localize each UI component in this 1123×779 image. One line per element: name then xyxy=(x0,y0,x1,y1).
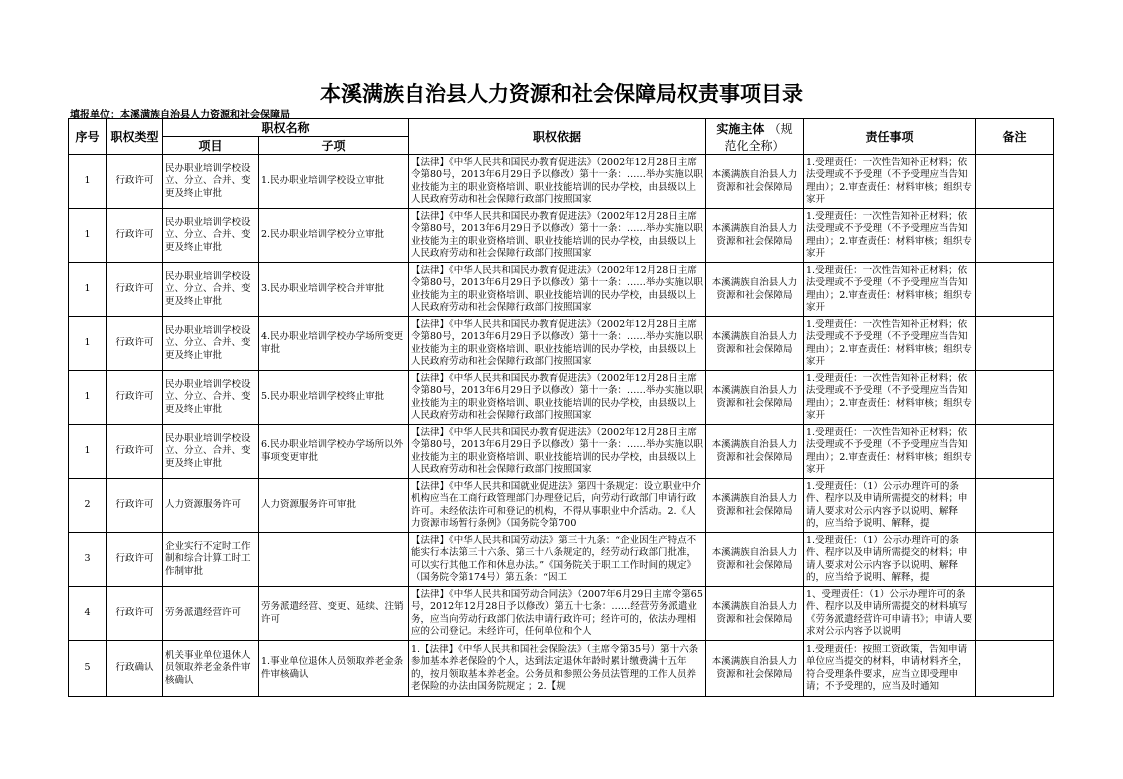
row-subject: 本溪满族自治县人力资源和社会保障局 xyxy=(706,209,804,263)
row-subject: 本溪满族自治县人力资源和社会保障局 xyxy=(706,263,804,317)
header-duty: 责任事项 xyxy=(804,119,976,155)
row-subject: 本溪满族自治县人力资源和社会保障局 xyxy=(706,317,804,371)
table-row xyxy=(69,533,1054,587)
row-type: 行政许可 xyxy=(107,479,163,533)
row-subject: 本溪满族自治县人力资源和社会保障局 xyxy=(706,155,804,209)
row-basis: 【法律】《中华人民共和国民办教育促进法》（2002年12月28日主席令第80号，2013年6月29日予以修改）第十一条：……举办实施以职业技能为主的职业资格培训、职业技能培训的民办学校，由县级以上人民政府劳动和社会保障行政部门按照国家 xyxy=(409,425,706,479)
row-item: 民办职业培训学校设立、分立、合并、变更及终止审批 xyxy=(163,317,259,371)
row-basis: 【法律】《中华人民共和国民办教育促进法》（2002年12月28日主席令第80号，2013年6月29日予以修改）第十一条：……举办实施以职业技能为主的职业资格培训、职业技能培训的民办学校，由县级以上人民政府劳动和社会保障行政部门按照国家 xyxy=(409,371,706,425)
row-seq: 1 xyxy=(69,155,107,209)
row-subitem: 6.民办职业培训学校办学场所以外事项变更审批 xyxy=(259,425,409,479)
header-remark: 备注 xyxy=(976,119,1054,155)
row-item: 民办职业培训学校设立、分立、合并、变更及终止审批 xyxy=(163,209,259,263)
table-row xyxy=(69,371,1054,425)
row-seq: 4 xyxy=(69,587,107,641)
row-seq: 1 xyxy=(69,263,107,317)
row-basis: 【法律】《中华人民共和国劳动合同法》（2007年6月29日主席令第65号，2012年12月28日予以修改）第五十七条：……经营劳务派遣业务，应当向劳动行政部门依法申请行政许可；经许可的，依法办理相应的公司登记。未经许可，任何单位和个人 xyxy=(409,587,706,641)
row-basis: 【法律】《中华人民共和国民办教育促进法》（2002年12月28日主席令第80号，2013年6月29日予以修改）第十一条：……举办实施以职业技能为主的职业资格培训、职业技能培训的民办学校，由县级以上人民政府劳动和社会保障行政部门按照国家 xyxy=(409,155,706,209)
row-seq: 1 xyxy=(69,317,107,371)
row-type: 行政许可 xyxy=(107,155,163,209)
row-subitem: 1.民办职业培训学校设立审批 xyxy=(259,155,409,209)
row-remark xyxy=(976,155,1054,209)
row-item: 民办职业培训学校设立、分立、合并、变更及终止审批 xyxy=(163,425,259,479)
row-item: 民办职业培训学校设立、分立、合并、变更及终止审批 xyxy=(163,263,259,317)
row-basis: 【法律】《中华人民共和国民办教育促进法》（2002年12月28日主席令第80号，2013年6月29日予以修改）第十一条：……举办实施以职业技能为主的职业资格培训、职业技能培训的民办学校，由县级以上人民政府劳动和社会保障行政部门按照国家 xyxy=(409,263,706,317)
row-basis: 【法律】《中华人民共和国劳动法》第三十九条：“企业因生产特点不能实行本法第三十六条、第三十八条规定的，经劳动行政部门批准，可以实行其他工作和休息办法。”《国务院关于职工工作时间的规定》（国务院令第174号）第五条：“因工 xyxy=(409,533,706,587)
row-type: 行政确认 xyxy=(107,641,163,697)
row-basis: 【法律】《中华人民共和国就业促进法》第四十条规定：设立职业中介机构应当在工商行政管理部门办理登记后，向劳动行政部门申请行政许可。未经依法许可和登记的机构，不得从事职业中介活动。2.《人力资源市场暂行条例》（国务院令第700 xyxy=(409,479,706,533)
row-subject: 本溪满族自治县人力资源和社会保障局 xyxy=(706,533,804,587)
header-subject-note-1: （规 xyxy=(768,121,793,136)
row-remark xyxy=(976,479,1054,533)
header-subject-main: 实施主体 xyxy=(716,121,765,136)
row-remark xyxy=(976,209,1054,263)
page-title: 本溪满族自治县人力资源和社会保障局权责事项目录 xyxy=(320,82,803,106)
row-basis: 【法律】《中华人民共和国民办教育促进法》（2002年12月28日主席令第80号，2013年6月29日予以修改）第十一条：……举办实施以职业技能为主的职业资格培训、职业技能培训的民办学校，由县级以上人民政府劳动和社会保障行政部门按照国家 xyxy=(409,209,706,263)
row-duty: 1.受理责任：一次性告知补正材料；依法受理或不予受理（不予受理应当告知理由）；2.审查责任：材料审核；组织专家开 xyxy=(804,209,976,263)
row-item: 机关事业单位退休人员领取养老金条件审核确认 xyxy=(163,641,259,697)
row-subitem: 4.民办职业培训学校办学场所变更审批 xyxy=(259,317,409,371)
row-subitem: 1.事业单位退休人员领取养老金条件审核确认 xyxy=(259,641,409,697)
row-seq: 1 xyxy=(69,209,107,263)
row-duty: 1.受理责任：（1）公示办理许可的条件、程序以及申请所需提交的材料；申请人要求对公示内容予以说明、解释的，应当给予说明、解释，提 xyxy=(804,479,976,533)
table-row xyxy=(69,317,1054,371)
row-subject: 本溪满族自治县人力资源和社会保障局 xyxy=(706,641,804,697)
row-basis: 【法律】《中华人民共和国民办教育促进法》（2002年12月28日主席令第80号，2013年6月29日予以修改）第十一条：……举办实施以职业技能为主的职业资格培训、职业技能培训的民办学校，由县级以上人民政府劳动和社会保障行政部门按照国家 xyxy=(409,317,706,371)
row-type: 行政许可 xyxy=(107,425,163,479)
row-duty: 1.受理责任：一次性告知补正材料；依法受理或不予受理（不予受理应当告知理由）；2.审查责任：材料审核；组织专家开 xyxy=(804,371,976,425)
fill-unit: 填报单位：本溪满族自治县人力资源和社会保障局 xyxy=(70,110,290,121)
row-remark xyxy=(976,425,1054,479)
row-type: 行政许可 xyxy=(107,263,163,317)
row-subject: 本溪满族自治县人力资源和社会保障局 xyxy=(706,479,804,533)
row-seq: 3 xyxy=(69,533,107,587)
row-type: 行政许可 xyxy=(107,371,163,425)
row-item: 劳务派遣经营许可 xyxy=(163,587,259,641)
table-row xyxy=(69,263,1054,317)
row-seq: 5 xyxy=(69,641,107,697)
row-seq: 1 xyxy=(69,425,107,479)
header-item: 项目 xyxy=(163,137,259,155)
header-basis: 职权依据 xyxy=(409,119,706,155)
row-subitem xyxy=(259,533,409,587)
row-duty: 1.受理责任：一次性告知补正材料；依法受理或不予受理（不予受理应当告知理由）；2.审查责任：材料审核；组织专家开 xyxy=(804,155,976,209)
table-row xyxy=(69,425,1054,479)
header-subitem: 子项 xyxy=(259,137,409,155)
table-row xyxy=(69,209,1054,263)
duty-table xyxy=(68,118,1054,697)
row-item: 民办职业培训学校设立、分立、合并、变更及终止审批 xyxy=(163,371,259,425)
row-remark xyxy=(976,533,1054,587)
row-subitem: 人力资源服务许可审批 xyxy=(259,479,409,533)
table-row xyxy=(69,587,1054,641)
row-remark xyxy=(976,317,1054,371)
row-subitem: 劳务派遣经营、变更、延续、注销许可 xyxy=(259,587,409,641)
row-type: 行政许可 xyxy=(107,587,163,641)
table-row xyxy=(69,155,1054,209)
row-duty: 1.受理责任：一次性告知补正材料；依法受理或不予受理（不予受理应当告知理由）；2.审查责任：材料审核；组织专家开 xyxy=(804,317,976,371)
row-duty: 1、受理责任：（1）公示办理许可的条件、程序以及申请所需提交的材料填写《劳务派遣经营许可申请书》；申请人要求对公示内容予以说明 xyxy=(804,587,976,641)
row-item: 企业实行不定时工作制和综合计算工时工作制审批 xyxy=(163,533,259,587)
table-row xyxy=(69,479,1054,533)
row-type: 行政许可 xyxy=(107,533,163,587)
row-item: 人力资源服务许可 xyxy=(163,479,259,533)
row-basis: 1.【法律】《中华人民共和国社会保险法》（主席令第35号）第十六条 参加基本养老保险的个人，达到法定退休年龄时累计缴费满十五年的，按月领取基本养老金。公务员和参照公务员法管理的工作人员养老保险的办法由国务院规定 ；2.【规 xyxy=(409,641,706,697)
table-row xyxy=(69,641,1054,697)
header-subject xyxy=(706,119,804,155)
header-subject-note-2: 范化全称） xyxy=(724,138,785,153)
row-seq: 2 xyxy=(69,479,107,533)
row-remark xyxy=(976,263,1054,317)
row-type: 行政许可 xyxy=(107,317,163,371)
row-subject: 本溪满族自治县人力资源和社会保障局 xyxy=(706,425,804,479)
row-seq: 1 xyxy=(69,371,107,425)
row-remark xyxy=(976,371,1054,425)
row-duty: 1.受理责任：一次性告知补正材料；依法受理或不予受理（不予受理应当告知理由）；2.审查责任：材料审核；组织专家开 xyxy=(804,263,976,317)
row-remark xyxy=(976,587,1054,641)
row-duty: 1.受理责任：（1）公示办理许可的条件、程序以及申请所需提交的材料；申请人要求对公示内容予以说明、解释的，应当给予说明、解释，提 xyxy=(804,533,976,587)
row-remark xyxy=(976,641,1054,697)
row-subitem: 3.民办职业培训学校合并审批 xyxy=(259,263,409,317)
header-seq: 序号 xyxy=(69,119,107,155)
row-duty: 1.受理责任：按照工资政策，告知申请单位应当提交的材料，申请材料齐全，符合受理条件要求，应当立即受理申请；不予受理的，应当及时通知 xyxy=(804,641,976,697)
row-duty: 1.受理责任：一次性告知补正材料；依法受理或不予受理（不予受理应当告知理由）；2.审查责任：材料审核；组织专家开 xyxy=(804,425,976,479)
header-type: 职权类型 xyxy=(107,119,163,155)
row-type: 行政许可 xyxy=(107,209,163,263)
row-subject: 本溪满族自治县人力资源和社会保障局 xyxy=(706,587,804,641)
header-name: 职权名称 xyxy=(163,119,409,137)
row-subject: 本溪满族自治县人力资源和社会保障局 xyxy=(706,371,804,425)
row-item: 民办职业培训学校设立、分立、合并、变更及终止审批 xyxy=(163,155,259,209)
row-subitem: 5.民办职业培训学校终止审批 xyxy=(259,371,409,425)
row-subitem: 2.民办职业培训学校分立审批 xyxy=(259,209,409,263)
